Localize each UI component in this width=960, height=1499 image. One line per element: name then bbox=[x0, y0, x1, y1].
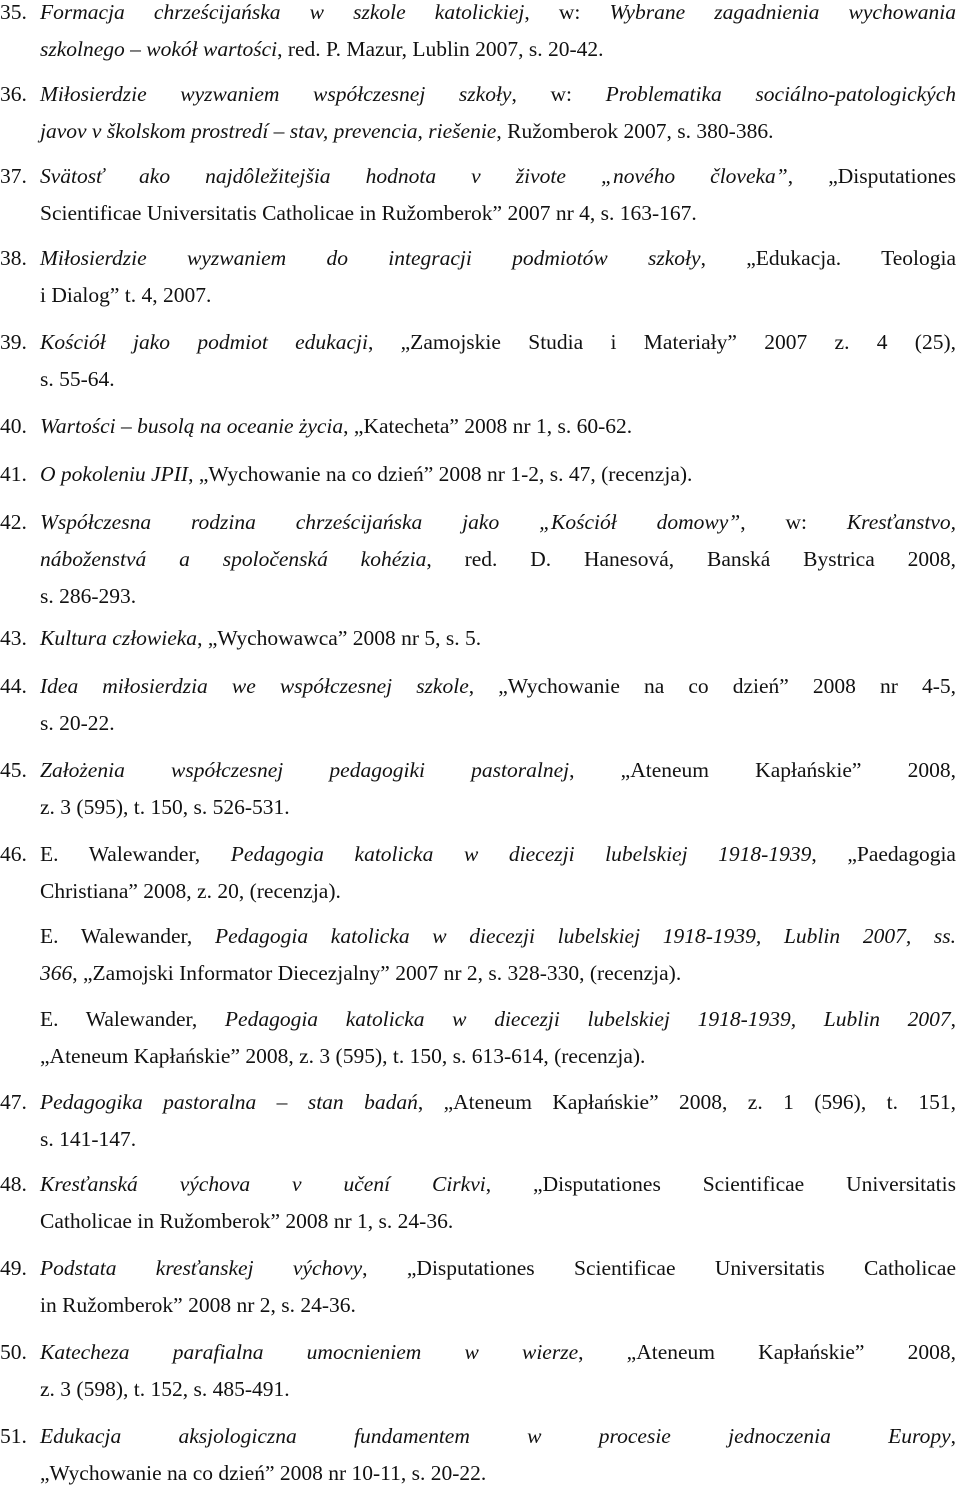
entry-number: 40. bbox=[0, 414, 27, 438]
entry-text-line: i Dialog” t. 4, 2007. bbox=[40, 283, 212, 307]
entry-text-line: Miłosierdzie wyzwaniem współczesnej szkoły, w: Problematika sociálno-patologických bbox=[40, 82, 957, 106]
bibliography-entry bbox=[0, 1084, 956, 1158]
bibliography-entry bbox=[0, 0, 956, 68]
bibliography-entry bbox=[0, 76, 956, 150]
entry-number: 42. bbox=[0, 510, 27, 534]
entry-text-line: Współczesna rodzina chrześcijańska jako „Kościół domowy”, w: Kresťanstvo, bbox=[40, 510, 956, 534]
bibliography-entry bbox=[0, 158, 956, 232]
entry-text-line: Założenia współczesnej pedagogiki pastoralnej, „Ateneum Kapłańskie” 2008, bbox=[40, 758, 956, 782]
entry-text-line: „Wychowanie na co dzień” 2008 nr 10-11, s. 20-22. bbox=[40, 1461, 487, 1485]
bibliography-entry bbox=[0, 240, 956, 314]
entry-number: 38. bbox=[0, 246, 27, 270]
entry-number: 46. bbox=[0, 842, 27, 866]
entry-text-line: E. Walewander, Pedagogia katolicka w diecezji lubelskiej 1918-1939, „Paedagogia bbox=[40, 842, 956, 866]
bibliography-entry bbox=[0, 836, 956, 910]
entry-text-line: Formacja chrześcijańska w szkole katolickiej, w: Wybrane zagadnienia wychowania bbox=[40, 0, 957, 24]
entry-number: 47. bbox=[0, 1090, 27, 1114]
entry-text-line: Scientificae Universitatis Catholicae in Ružomberok” 2007 nr 4, s. 163-167. bbox=[40, 201, 697, 225]
bibliography-entry bbox=[0, 1334, 956, 1408]
entry-number: 50. bbox=[0, 1340, 27, 1364]
entry-text-line: in Ružomberok” 2008 nr 2, s. 24-36. bbox=[40, 1293, 356, 1317]
entry-number: 51. bbox=[0, 1424, 27, 1448]
entry-text-line: Edukacja aksjologiczna fundamentem w procesie jednoczenia Europy, bbox=[40, 1424, 956, 1448]
entry-text-line: Wartości – busolą na oceanie życia, „Katecheta” 2008 nr 1, s. 60-62. bbox=[40, 414, 633, 438]
entry-number: 35. bbox=[0, 0, 27, 24]
entry-number: 49. bbox=[0, 1256, 27, 1280]
entry-text-line: z. 3 (595), t. 150, s. 526-531. bbox=[40, 795, 290, 819]
bibliography-entry bbox=[0, 504, 956, 615]
entry-text-line: s. 141-147. bbox=[40, 1127, 137, 1151]
bibliography-entry bbox=[0, 324, 956, 398]
entry-number: 44. bbox=[0, 674, 27, 698]
entry-number: 36. bbox=[0, 82, 27, 106]
entry-text-line: Svätosť ako najdôležitejšia hodnota v živote „nového človeka”, „Disputationes bbox=[40, 164, 956, 188]
entry-text-line: Catholicae in Ružomberok” 2008 nr 1, s. 24-36. bbox=[40, 1209, 454, 1233]
entry-text-line: Kościół jako podmiot edukacji, „Zamojskie Studia i Materiały” 2007 z. 4 (25), bbox=[40, 330, 957, 354]
entry-text-line: Katecheza parafialna umocnieniem w wierze, „Ateneum Kapłańskie” 2008, bbox=[40, 1340, 956, 1364]
entry-text-line: Podstata kresťanskej výchovy, „Disputationes Scientificae Universitatis Catholicae bbox=[40, 1256, 956, 1280]
bibliography-entry bbox=[0, 408, 956, 445]
bibliography-entry bbox=[0, 1418, 956, 1492]
entry-text-line: Miłosierdzie wyzwaniem do integracji podmiotów szkoły, „Edukacja. Teologia bbox=[40, 246, 956, 270]
bibliography-entry bbox=[0, 1250, 956, 1324]
entry-number: 41. bbox=[0, 462, 27, 486]
entry-text-line: szkolnego – wokół wartości, red. P. Mazur, Lublin 2007, s. 20-42. bbox=[40, 37, 604, 61]
bibliography-entry bbox=[0, 752, 956, 826]
entry-text-line: s. 55-64. bbox=[40, 367, 115, 391]
entry-number: 43. bbox=[0, 626, 27, 650]
entry-number: 45. bbox=[0, 758, 27, 782]
bibliography-entry bbox=[0, 620, 956, 657]
entry-text-line: javov v školskom prostredí – stav, prevencia, riešenie, Ružomberok 2007, s. 380-386. bbox=[40, 119, 774, 143]
entry-text-line: Pedagogika pastoralna – stan badań, „Ateneum Kapłańskie” 2008, z. 1 (596), t. 151, bbox=[40, 1090, 956, 1114]
bibliography-entry bbox=[0, 918, 956, 992]
entry-text-line: E. Walewander, Pedagogia katolicka w diecezji lubelskiej 1918-1939, Lublin 2007, bbox=[40, 1007, 956, 1031]
entry-text-line: 366, „Zamojski Informator Diecezjalny” 2007 nr 2, s. 328-330, (recenzja). bbox=[40, 961, 682, 985]
entry-text-line: z. 3 (598), t. 152, s. 485-491. bbox=[40, 1377, 290, 1401]
entry-text-line: „Ateneum Kapłańskie” 2008, z. 3 (595), t. 150, s. 613-614, (recenzja). bbox=[40, 1044, 646, 1068]
bibliography-entry bbox=[0, 668, 956, 742]
bibliography-entry bbox=[0, 1166, 956, 1240]
entry-text-line: Kresťanská výchova v učení Cirkvi, „Disputationes Scientificae Universitatis bbox=[40, 1172, 956, 1196]
entry-text-line: O pokoleniu JPII, „Wychowanie na co dzień” 2008 nr 1-2, s. 47, (recenzja). bbox=[40, 462, 693, 486]
bibliography-entry bbox=[0, 456, 956, 493]
entry-text-line: s. 286-293. bbox=[40, 584, 137, 608]
entry-number: 39. bbox=[0, 330, 27, 354]
entry-text-line: s. 20-22. bbox=[40, 711, 115, 735]
bibliography-entry bbox=[0, 1001, 956, 1075]
entry-number: 48. bbox=[0, 1172, 27, 1196]
entry-text-line: Kultura człowieka, „Wychowawca” 2008 nr 5, s. 5. bbox=[40, 626, 482, 650]
entry-text-line: E. Walewander, Pedagogia katolicka w diecezji lubelskiej 1918-1939, Lublin 2007, ss. bbox=[40, 924, 957, 948]
entry-text-line: Idea miłosierdzia we współczesnej szkole, „Wychowanie na co dzień” 2008 nr 4-5, bbox=[40, 674, 956, 698]
entry-text-line: náboženstvá a spoločenská kohézia, red. D. Hanesová, Banská Bystrica 2008, bbox=[40, 547, 956, 571]
entry-number: 37. bbox=[0, 164, 27, 188]
entry-text-line: Christiana” 2008, z. 20, (recenzja). bbox=[40, 879, 341, 903]
